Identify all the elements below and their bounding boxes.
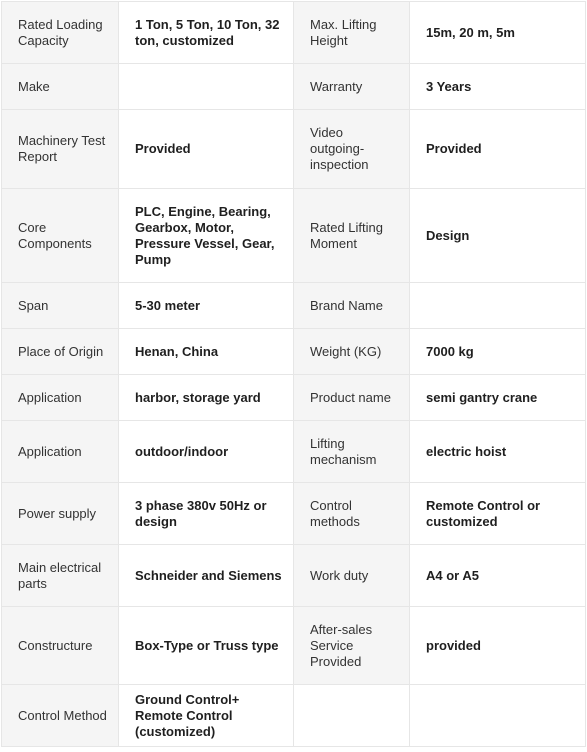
spec-value: Provided [410, 110, 586, 189]
spec-label: Machinery Test Report [2, 110, 119, 189]
table-row [2, 685, 586, 747]
spec-label: Control methods [294, 483, 410, 545]
spec-value: Ground Control+ Remote Control (customized) [119, 685, 294, 747]
table-row [2, 483, 586, 545]
table-row [2, 607, 586, 685]
spec-label: Brand Name [294, 283, 410, 329]
table-row [2, 2, 586, 64]
spec-label: Main electrical parts [2, 545, 119, 607]
spec-value: harbor, storage yard [119, 375, 294, 421]
spec-value: PLC, Engine, Bearing, Gearbox, Motor, Pressure Vessel, Gear, Pump [119, 189, 294, 283]
table-row [2, 189, 586, 283]
spec-label: Core Components [2, 189, 119, 283]
spec-value [410, 685, 586, 747]
spec-label: Make [2, 64, 119, 110]
table-row [2, 375, 586, 421]
spec-label: Video outgoing-inspection [294, 110, 410, 189]
table-row [2, 110, 586, 189]
spec-label: Warranty [294, 64, 410, 110]
spec-label: Product name [294, 375, 410, 421]
spec-label: Rated Loading Capacity [2, 2, 119, 64]
spec-label: Power supply [2, 483, 119, 545]
spec-value: outdoor/indoor [119, 421, 294, 483]
spec-value: Remote Control or customized [410, 483, 586, 545]
spec-value: provided [410, 607, 586, 685]
spec-label: Constructure [2, 607, 119, 685]
spec-value: 5-30 meter [119, 283, 294, 329]
spec-value: 1 Ton, 5 Ton, 10 Ton, 32 ton, customized [119, 2, 294, 64]
spec-value: Design [410, 189, 586, 283]
spec-value: 15m, 20 m, 5m [410, 2, 586, 64]
spec-value: Henan, China [119, 329, 294, 375]
spec-value: electric hoist [410, 421, 586, 483]
spec-label: Lifting mechanism [294, 421, 410, 483]
spec-value: 3 Years [410, 64, 586, 110]
spec-label [294, 685, 410, 747]
spec-value: 3 phase 380v 50Hz or design [119, 483, 294, 545]
spec-value: Provided [119, 110, 294, 189]
spec-value [119, 64, 294, 110]
spec-label: Max. Lifting Height [294, 2, 410, 64]
spec-value: Box-Type or Truss type [119, 607, 294, 685]
table-row [2, 421, 586, 483]
table-row [2, 283, 586, 329]
table-row [2, 329, 586, 375]
spec-table [1, 1, 586, 747]
spec-value: A4 or A5 [410, 545, 586, 607]
spec-value: semi gantry crane [410, 375, 586, 421]
spec-label: Application [2, 421, 119, 483]
table-row [2, 545, 586, 607]
spec-label: Application [2, 375, 119, 421]
spec-label: After-sales Service Provided [294, 607, 410, 685]
spec-label: Weight (KG) [294, 329, 410, 375]
table-row [2, 64, 586, 110]
spec-label: Work duty [294, 545, 410, 607]
spec-value [410, 283, 586, 329]
spec-label: Span [2, 283, 119, 329]
spec-label: Control Method [2, 685, 119, 747]
spec-label: Rated Lifting Moment [294, 189, 410, 283]
spec-label: Place of Origin [2, 329, 119, 375]
spec-value: 7000 kg [410, 329, 586, 375]
spec-value: Schneider and Siemens [119, 545, 294, 607]
